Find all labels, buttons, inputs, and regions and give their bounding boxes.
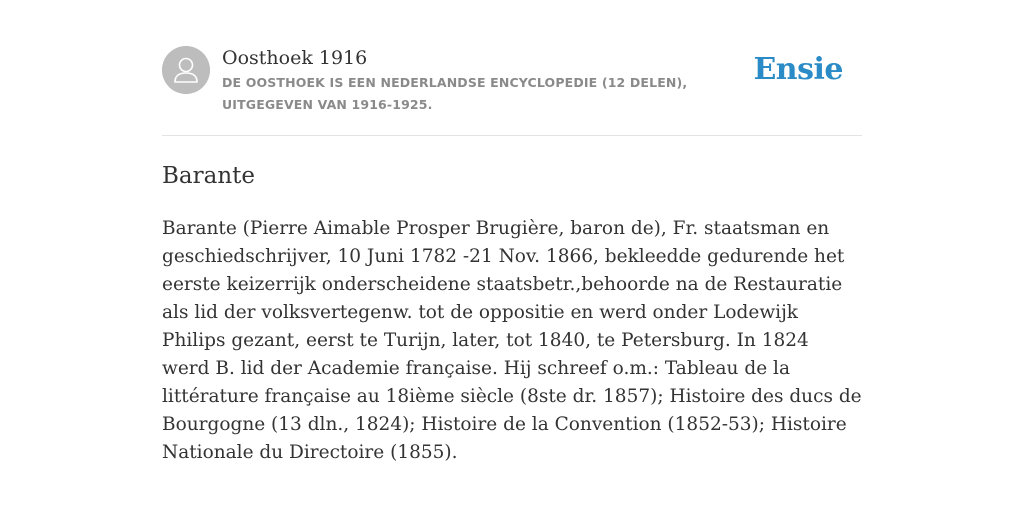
entry-title: Barante [162, 163, 255, 189]
entry-body: Barante (Pierre Aimable Prosper Brugière, baron de), Fr. staatsman en geschiedschrijver, 10 Juni 1782 -21 Nov. 1866, bekleedde gedurende het eerste keizerrijk onderscheidene staatsbetr.,behoorde na de Restauratie als lid der volksvertegenw. tot de oppositie en werd onder Lodewijk Philips gezant, eerst te Turijn, later, tot 1840, te Petersburg. In 1824 werd B. lid der Academie française. Hij schreef o.m.: Tableau de la littérature française au 18ième siècle (8ste dr. 1857); Histoire des ducs de Bourgogne (13 dln., 1824); Histoire de la Convention (1852-53); Histoire Nationale du Directoire (1855). [162, 218, 862, 463]
source-description: DE OOSTHOEK IS EEN NEDERLANDSE ENCYCLOPEDIE (12 DELEN), UITGEGEVEN VAN 1916-1925. [222, 75, 688, 112]
entry-card [162, 46, 862, 467]
ensie-logo[interactable]: Ensie [753, 52, 843, 87]
source-header [162, 46, 862, 136]
source-title[interactable]: Oosthoek 1916 [222, 47, 368, 69]
user-icon[interactable] [162, 46, 210, 94]
